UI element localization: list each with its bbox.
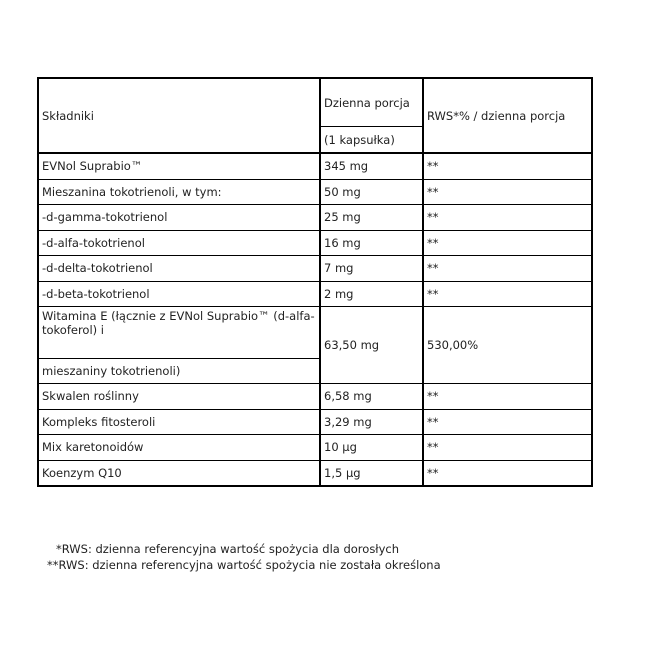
vitamin-e-name: Witamina E (łącznie z EVNol Suprabio™ (d-alfa-tokoferol) i [38, 307, 320, 359]
header-dose-unit: (1 kapsułka) [320, 127, 423, 154]
header-daily-dose: Dzienna porcja [320, 78, 423, 127]
ingredient-rws: ** [423, 179, 592, 205]
vitamin-e-rws: 530,00% [423, 307, 592, 384]
table-row [38, 409, 592, 435]
ingredient-name: -d-delta-tokotrienol [38, 256, 320, 282]
ingredient-name: Skwalen roślinny [38, 384, 320, 410]
ingredient-rws: ** [423, 205, 592, 231]
ingredient-rws: ** [423, 384, 592, 410]
ingredient-name: Kompleks fitosteroli [38, 409, 320, 435]
table-row [38, 205, 592, 231]
table-row [38, 460, 592, 486]
footnote-rws-undefined: **RWS: dzienna referencyjna wartość spożycia nie została określona [47, 558, 441, 572]
ingredient-rws: ** [423, 460, 592, 486]
ingredient-amount: 10 µg [320, 435, 423, 461]
table-row [38, 153, 592, 179]
ingredient-name: -d-beta-tokotrienol [38, 281, 320, 307]
table-row-vitamin-e [38, 307, 592, 359]
ingredient-amount: 7 mg [320, 256, 423, 282]
vitamin-e-name-cont: mieszaniny tokotrienoli) [38, 359, 320, 384]
footnotes [47, 541, 441, 573]
table-row [38, 281, 592, 307]
ingredient-rws: ** [423, 256, 592, 282]
ingredient-amount: 25 mg [320, 205, 423, 231]
table-row [38, 256, 592, 282]
ingredient-amount: 16 mg [320, 230, 423, 256]
table-row [38, 230, 592, 256]
ingredient-rws: ** [423, 409, 592, 435]
ingredient-name: EVNol Suprabio™ [38, 153, 320, 179]
table-row [38, 179, 592, 205]
vitamin-e-amount: 63,50 mg [320, 307, 423, 384]
ingredient-name: Koenzym Q10 [38, 460, 320, 486]
table-header-row [38, 78, 592, 127]
ingredient-rws: ** [423, 230, 592, 256]
header-rws: RWS*% / dzienna porcja [423, 78, 592, 153]
header-ingredients: Składniki [38, 78, 320, 153]
ingredient-amount: 345 mg [320, 153, 423, 179]
ingredient-name: Mix karetonoidów [38, 435, 320, 461]
ingredient-amount: 6,58 mg [320, 384, 423, 410]
ingredient-amount: 1,5 µg [320, 460, 423, 486]
ingredient-name: Mieszanina tokotrienoli, w tym: [38, 179, 320, 205]
ingredient-rws: ** [423, 153, 592, 179]
ingredient-amount: 50 mg [320, 179, 423, 205]
ingredient-amount: 2 mg [320, 281, 423, 307]
footnote-rws: *RWS: dzienna referencyjna wartość spożycia dla dorosłych [56, 542, 399, 556]
ingredient-rws: ** [423, 435, 592, 461]
table-row [38, 384, 592, 410]
supplement-facts-table [37, 77, 593, 487]
supplement-facts-table-wrapper [37, 77, 593, 487]
ingredient-amount: 3,29 mg [320, 409, 423, 435]
table-row [38, 435, 592, 461]
ingredient-rws: ** [423, 281, 592, 307]
ingredient-name: -d-gamma-tokotrienol [38, 205, 320, 231]
ingredient-name: -d-alfa-tokotrienol [38, 230, 320, 256]
